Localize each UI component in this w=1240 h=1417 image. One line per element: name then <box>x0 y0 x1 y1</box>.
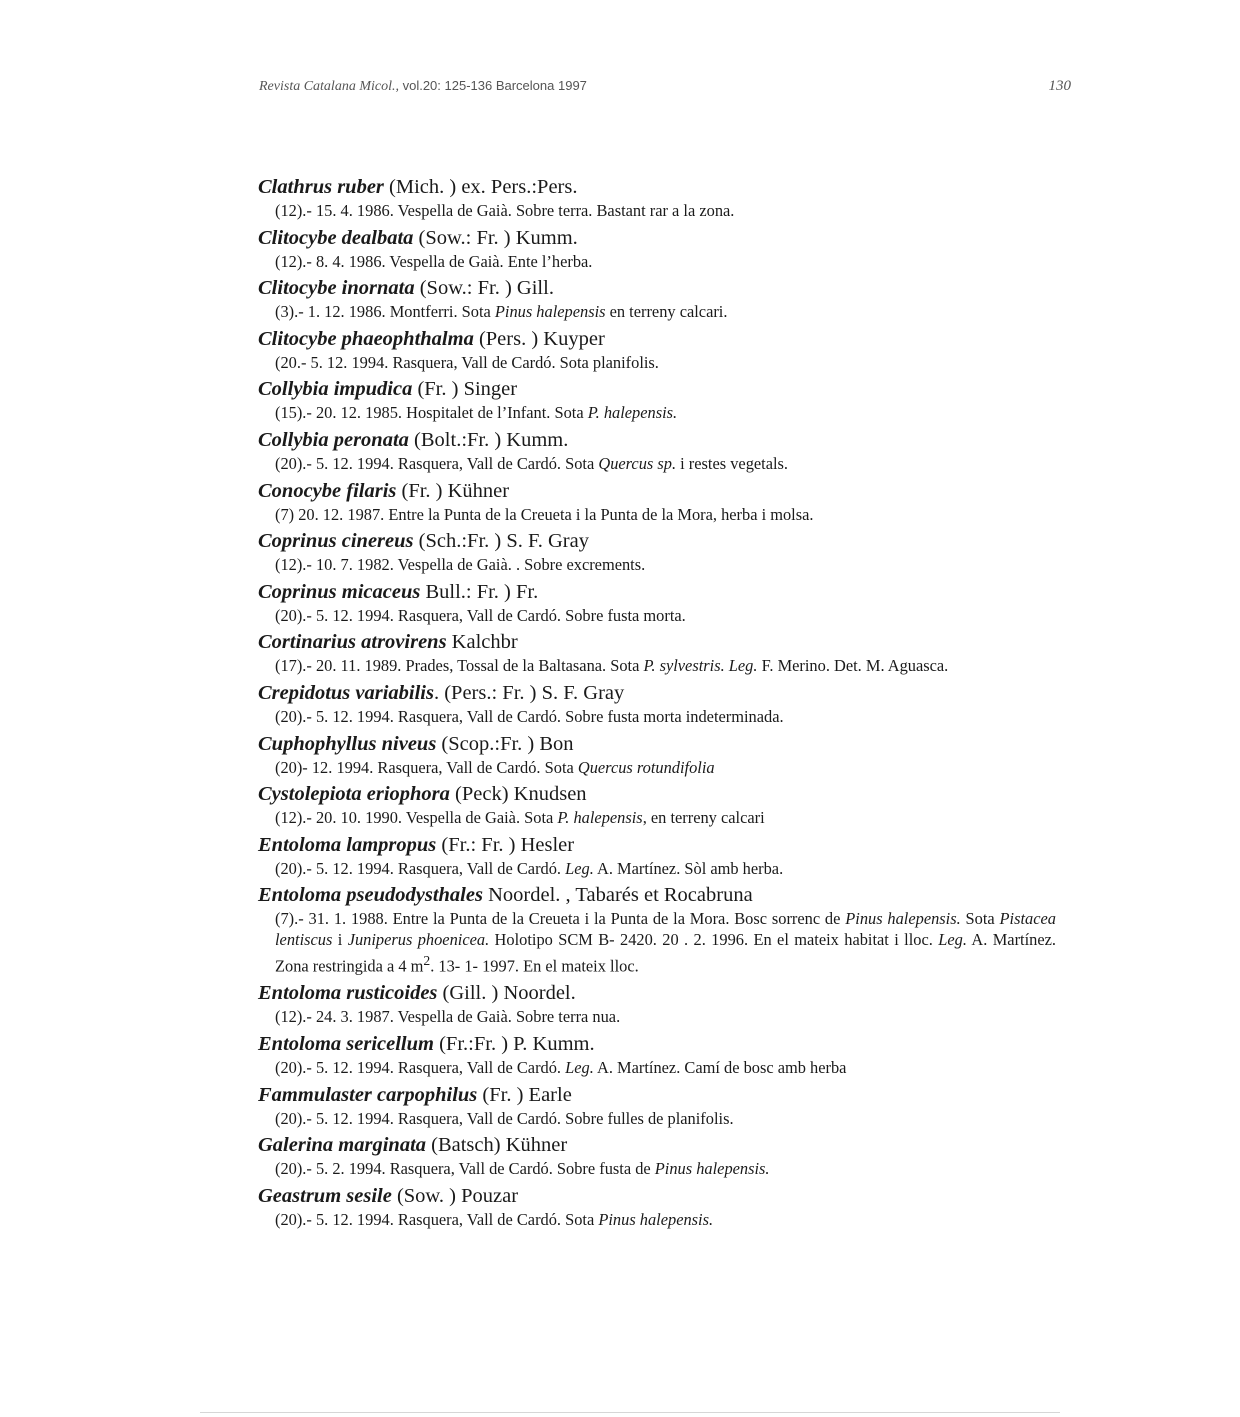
record-text: A. Martínez. Camí de bosc amb herba <box>593 1057 847 1077</box>
collection-record <box>258 453 1056 474</box>
species-name: Entoloma pseudodysthales <box>258 884 483 907</box>
species-entry <box>258 1083 1056 1129</box>
species-heading <box>258 428 1056 453</box>
species-entry <box>258 1133 1056 1179</box>
record-text: (20).- 5. 12. 1994. Rasquera, Vall de Cardó. Sobre fusta morta. <box>275 605 686 625</box>
record-italic-text: P. halepensis. <box>587 403 678 423</box>
record-italic-text: P. halepensis <box>557 808 643 828</box>
species-heading <box>258 276 1056 301</box>
species-heading <box>258 1184 1056 1209</box>
species-author: Kalchbr <box>446 631 518 654</box>
species-author: (Fr. ) Kühner <box>396 479 510 502</box>
record-text: (20).- 5. 12. 1994. Rasquera, Vall de Cardó. Sobre fulles de planifolis. <box>275 1108 734 1128</box>
collection-record <box>258 706 1056 727</box>
species-author: Bull.: Fr. ) Fr. <box>420 580 539 603</box>
species-author: (Sow.: Fr. ) Kumm. <box>413 226 578 249</box>
record-text: F. Merino. Det. M. Aguasca. <box>757 656 949 676</box>
species-heading <box>258 529 1056 554</box>
species-name: Geastrum sesile <box>258 1184 392 1207</box>
record-text: . 13- 1- 1997. En el mateix lloc. <box>430 956 639 976</box>
record-text: Holotipo SCM B- 2420. 20 . 2. 1996. En el mateix habitat i lloc. <box>489 930 939 950</box>
collection-record <box>258 1006 1056 1027</box>
species-name: Conocybe filaris <box>258 479 397 502</box>
record-text: (20).- 5. 12. 1994. Rasquera, Vall de Cardó. Sota <box>275 1209 599 1229</box>
record-text: i <box>332 930 348 950</box>
record-text: (12).- 8. 4. 1986. Vespella de Gaià. Ente l’herba. <box>275 251 593 271</box>
species-entry <box>258 981 1056 1027</box>
species-entry <box>258 833 1056 879</box>
journal-volume: vol.20: 125-136 Barcelona 1997 <box>398 78 587 93</box>
species-name: Entoloma rusticoides <box>258 982 438 1005</box>
running-header <box>259 78 1071 95</box>
species-name: Galerina marginata <box>258 1134 427 1157</box>
species-entry <box>258 732 1056 778</box>
species-author: (Batsch) Kühner <box>426 1134 568 1157</box>
species-name: Clitocybe phaeophthalma <box>258 327 474 350</box>
species-author: (Mich. ) ex. Pers.:Pers. <box>383 176 578 198</box>
species-name: Collybia peronata <box>258 428 409 451</box>
species-heading <box>258 1083 1056 1108</box>
record-italic-text: P. sylvestris. Leg. <box>643 656 758 676</box>
collection-record <box>258 554 1056 575</box>
species-name: Entoloma lampropus <box>258 833 437 856</box>
species-name: Cuphophyllus niveus <box>258 732 437 755</box>
species-entry <box>258 1032 1056 1078</box>
record-italic-text: Quercus sp. <box>598 453 677 473</box>
species-author: (Gill. ) Noordel. <box>437 982 576 1005</box>
collection-record <box>258 807 1056 828</box>
species-name: Collybia impudica <box>258 378 413 401</box>
record-text: (20)- 12. 1994. Rasquera, Vall de Cardó. Sota <box>275 757 578 777</box>
record-text: (20).- 5. 12. 1994. Rasquera, Vall de Cardó. Sobre fusta morta indeterminada. <box>275 706 784 726</box>
collection-record <box>258 402 1056 423</box>
species-name: Coprinus cinereus <box>258 530 414 553</box>
record-italic-text: Juniperus phoenicea. <box>347 930 490 950</box>
species-author: (Peck) Knudsen <box>449 783 587 806</box>
species-heading <box>258 1133 1056 1158</box>
species-entry <box>258 175 1056 221</box>
species-heading <box>258 732 1056 757</box>
species-entry <box>258 479 1056 525</box>
collection-record <box>258 1108 1056 1129</box>
record-text: (12).- 20. 10. 1990. Vespella de Gaià. Sota <box>275 808 558 828</box>
species-heading <box>258 630 1056 655</box>
collection-record <box>258 251 1056 272</box>
species-entry <box>258 883 1056 976</box>
species-entry <box>258 226 1056 272</box>
species-name: Clitocybe dealbata <box>258 226 414 249</box>
record-italic-text: Quercus rotundifolia <box>577 757 715 777</box>
record-text: (20).- 5. 12. 1994. Rasquera, Vall de Cardó. Sota <box>275 453 599 473</box>
record-text: en terreny calcari. <box>605 302 728 322</box>
species-heading <box>258 580 1056 605</box>
species-author: (Sow.: Fr. ) Gill. <box>414 277 554 300</box>
record-text: (7).- 31. 1. 1988. Entre la Punta de la Creueta i la Punta de la Mora. Bosc sorrenc de <box>275 909 846 929</box>
species-author: (Fr.: Fr. ) Hesler <box>436 833 575 856</box>
collection-record <box>258 655 1056 676</box>
record-text: (20.- 5. 12. 1994. Rasquera, Vall de Cardó. Sota planifolis. <box>275 352 659 372</box>
collection-record <box>258 1057 1056 1078</box>
species-name: Crepidotus variabilis <box>258 681 434 704</box>
record-text: (20).- 5. 2. 1994. Rasquera, Vall de Cardó. Sobre fusta de <box>275 1159 655 1179</box>
species-entry <box>258 630 1056 676</box>
species-heading <box>258 175 1056 200</box>
record-text: i restes vegetals. <box>676 453 789 473</box>
record-italic-text: Leg. <box>565 858 594 878</box>
page-number: 130 <box>1048 78 1071 94</box>
species-author: (Pers. ) Kuyper <box>473 327 605 350</box>
record-text: Sota <box>960 909 1000 929</box>
journal-name: Revista Catalana Micol., <box>259 79 399 94</box>
record-text: A. Martínez. Sòl amb herba. <box>593 858 784 878</box>
record-text: (12).- 10. 7. 1982. Vespella de Gaià. . Sobre excrements. <box>275 555 646 575</box>
species-author: (Fr. ) Singer <box>412 378 518 401</box>
collection-record <box>258 1158 1056 1179</box>
record-text: (20).- 5. 12. 1994. Rasquera, Vall de Cardó. <box>275 1057 566 1077</box>
collection-record <box>258 1209 1056 1230</box>
species-entry <box>258 782 1056 828</box>
species-name: Clitocybe inornata <box>258 277 415 300</box>
species-name: Entoloma sericellum <box>258 1032 434 1055</box>
species-heading <box>258 981 1056 1006</box>
record-text: , en terreny calcari <box>642 808 765 828</box>
record-text: (12).- 24. 3. 1987. Vespella de Gaià. Sobre terra nua. <box>275 1007 621 1027</box>
species-entry <box>258 580 1056 626</box>
species-heading <box>258 327 1056 352</box>
record-text: (20).- 5. 12. 1994. Rasquera, Vall de Cardó. <box>275 858 566 878</box>
species-name: Clathrus ruber <box>258 176 384 198</box>
species-author: . (Pers.: Fr. ) S. F. Gray <box>433 681 625 704</box>
species-entry <box>258 276 1056 322</box>
record-italic-text: Pistacea lentiscus <box>275 909 1056 950</box>
collection-record <box>258 605 1056 626</box>
collection-record <box>258 908 1056 976</box>
species-heading <box>258 226 1056 251</box>
collection-record <box>258 858 1056 879</box>
record-text: (12).- 15. 4. 1986. Vespella de Gaià. Sobre terra. Bastant rar a la zona. <box>275 201 735 220</box>
species-heading <box>258 681 1056 706</box>
species-author: (Sch.:Fr. ) S. F. Gray <box>413 530 589 553</box>
record-italic-text: Pinus halepensis. <box>654 1159 770 1179</box>
collection-record <box>258 757 1056 778</box>
species-entry <box>258 681 1056 727</box>
collection-record <box>258 200 1056 221</box>
collection-record <box>258 504 1056 525</box>
record-text: (15).- 20. 12. 1985. Hospitalet de l’Infant. Sota <box>275 403 588 423</box>
collection-record <box>258 301 1056 322</box>
species-author: (Fr. ) Earle <box>477 1083 572 1106</box>
species-entry <box>258 1184 1056 1230</box>
record-italic-text: Leg. <box>938 930 967 950</box>
species-author: (Scop.:Fr. ) Bon <box>436 732 574 755</box>
species-heading <box>258 782 1056 807</box>
species-heading <box>258 479 1056 504</box>
record-text: (17).- 20. 11. 1989. Prades, Tossal de la Baltasana. Sota <box>275 656 644 676</box>
species-heading <box>258 1032 1056 1057</box>
record-italic-text: Pinus halepensis. <box>598 1209 714 1229</box>
species-author: (Sow. ) Pouzar <box>391 1184 519 1207</box>
record-text: A. Martínez. Zona restringida a 4 m <box>275 930 1056 976</box>
record-text: (3).- 1. 12. 1986. Montferri. Sota <box>275 302 495 322</box>
species-entry <box>258 377 1056 423</box>
collection-record <box>258 352 1056 373</box>
record-italic-text: Pinus halepensis. <box>845 909 961 929</box>
species-author: (Bolt.:Fr. ) Kumm. <box>408 428 569 451</box>
species-heading <box>258 377 1056 402</box>
species-entry <box>258 428 1056 474</box>
record-superscript: 2 <box>423 953 431 969</box>
scan-edge-line <box>200 1412 1060 1413</box>
species-entry <box>258 529 1056 575</box>
species-heading <box>258 883 1056 908</box>
record-italic-text: Leg. <box>565 1057 594 1077</box>
species-name: Fammulaster carpophilus <box>258 1083 478 1106</box>
record-italic-text: Pinus halepensis <box>494 302 606 322</box>
species-author: Noordel. , Tabarés et Rocabruna <box>482 884 753 907</box>
species-list <box>258 175 1056 1234</box>
species-author: (Fr.:Fr. ) P. Kumm. <box>433 1032 595 1055</box>
record-text: (7) 20. 12. 1987. Entre la Punta de la Creueta i la Punta de la Mora, herba i molsa. <box>275 504 814 524</box>
species-entry <box>258 327 1056 373</box>
species-name: Cystolepiota eriophora <box>258 783 450 806</box>
species-name: Coprinus micaceus <box>258 580 421 603</box>
species-heading <box>258 833 1056 858</box>
species-name: Cortinarius atrovirens <box>258 631 447 654</box>
